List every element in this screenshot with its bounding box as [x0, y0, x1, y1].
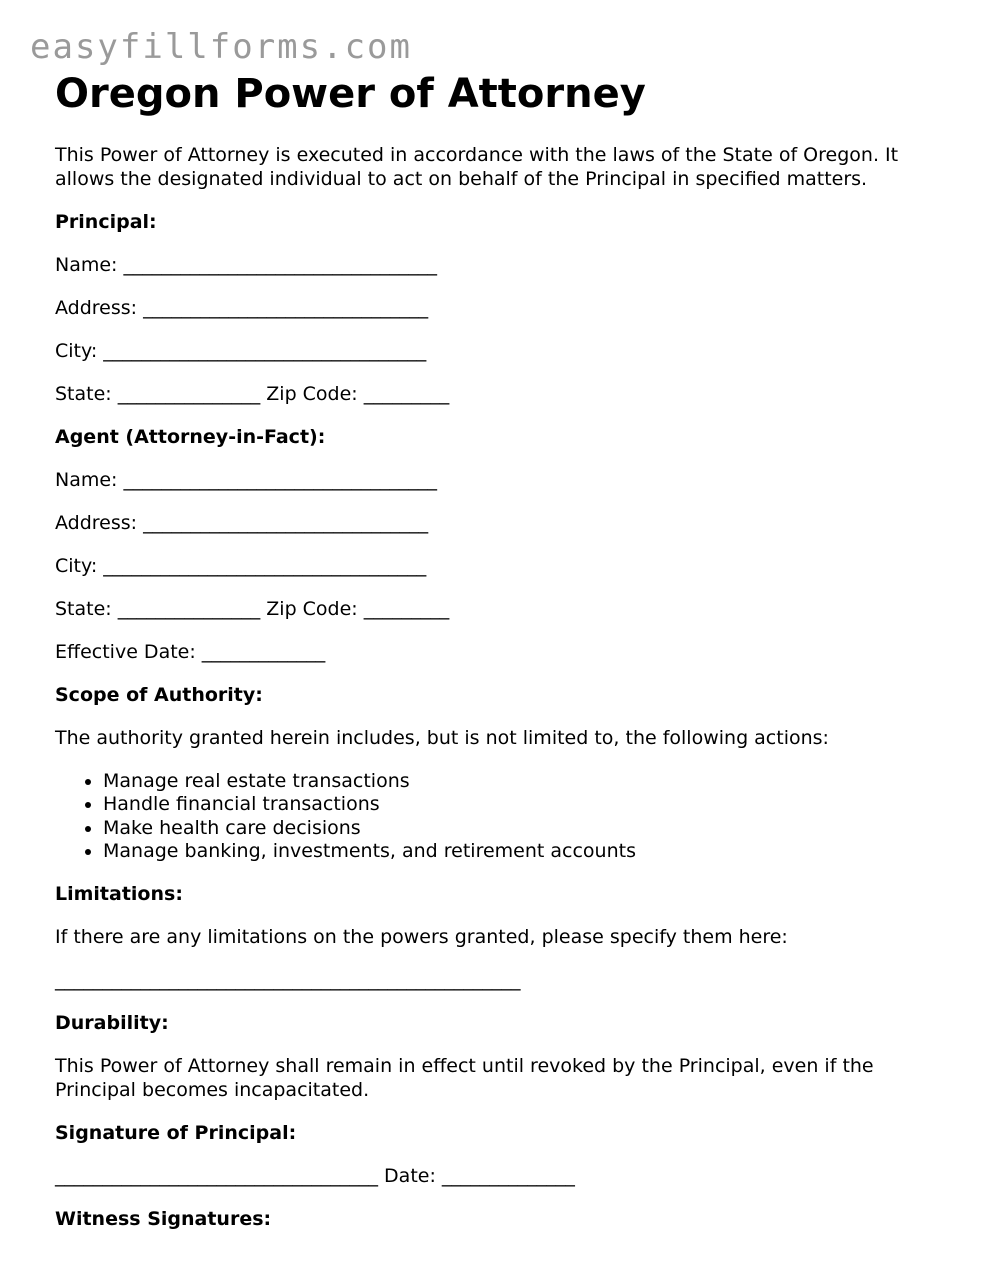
signature-line[interactable]: __________________________________ Date: ______________ — [55, 1164, 575, 1187]
list-item: • Make health care decisions — [103, 817, 955, 841]
principal-heading: Principal: — [55, 210, 157, 233]
intro-paragraph: This Power of Attorney is executed in accordance with the laws of the State of Oregon. It allows the designated individual to act on behalf of the Principal in specified matters. — [55, 144, 899, 190]
agent-address-field[interactable]: Address: ______________________________ — [55, 511, 429, 534]
list-item: • Handle financial transactions — [103, 793, 955, 817]
witness-heading: Witness Signatures: — [55, 1207, 272, 1230]
agent-city-field[interactable]: City: __________________________________ — [55, 554, 427, 577]
principal-address-field[interactable]: Address: ______________________________ — [55, 296, 429, 319]
scope-text: The authority granted herein includes, but is not limited to, the following actions: — [55, 726, 829, 749]
limitations-heading: Limitations: — [55, 883, 183, 905]
document-title: Oregon Power of Attorney — [55, 71, 646, 117]
document-page — [55, 70, 955, 1231]
durability-text: This Power of Attorney shall remain in effect until revoked by the Principal, even if the Principal becomes incapacitated. — [55, 1055, 874, 1101]
scope-list — [55, 770, 955, 864]
durability-heading: Durability: — [55, 1012, 169, 1034]
agent-heading: Agent (Attorney-in-Fact): — [55, 425, 326, 448]
list-item: • Manage real estate transactions — [103, 770, 955, 794]
effective-date-field[interactable]: Effective Date: _____________ — [55, 640, 326, 663]
list-item: • Manage banking, investments, and retirement accounts — [103, 840, 955, 864]
agent-name-field[interactable]: Name: _________________________________ — [55, 468, 437, 491]
signature-heading: Signature of Principal: — [55, 1121, 297, 1144]
principal-state-zip-field[interactable]: State: _______________ Zip Code: _________ — [55, 382, 450, 405]
watermark: easyfillforms.com — [30, 27, 412, 67]
agent-state-zip-field[interactable]: State: _______________ Zip Code: _________ — [55, 597, 450, 620]
limitations-text: If there are any limitations on the powers granted, please specify them here: — [55, 926, 788, 948]
scope-heading: Scope of Authority: — [55, 683, 263, 706]
principal-name-field[interactable]: Name: _________________________________ — [55, 253, 437, 276]
principal-city-field[interactable]: City: __________________________________ — [55, 339, 427, 362]
limitations-line[interactable]: _________________________________________________ — [55, 969, 521, 991]
